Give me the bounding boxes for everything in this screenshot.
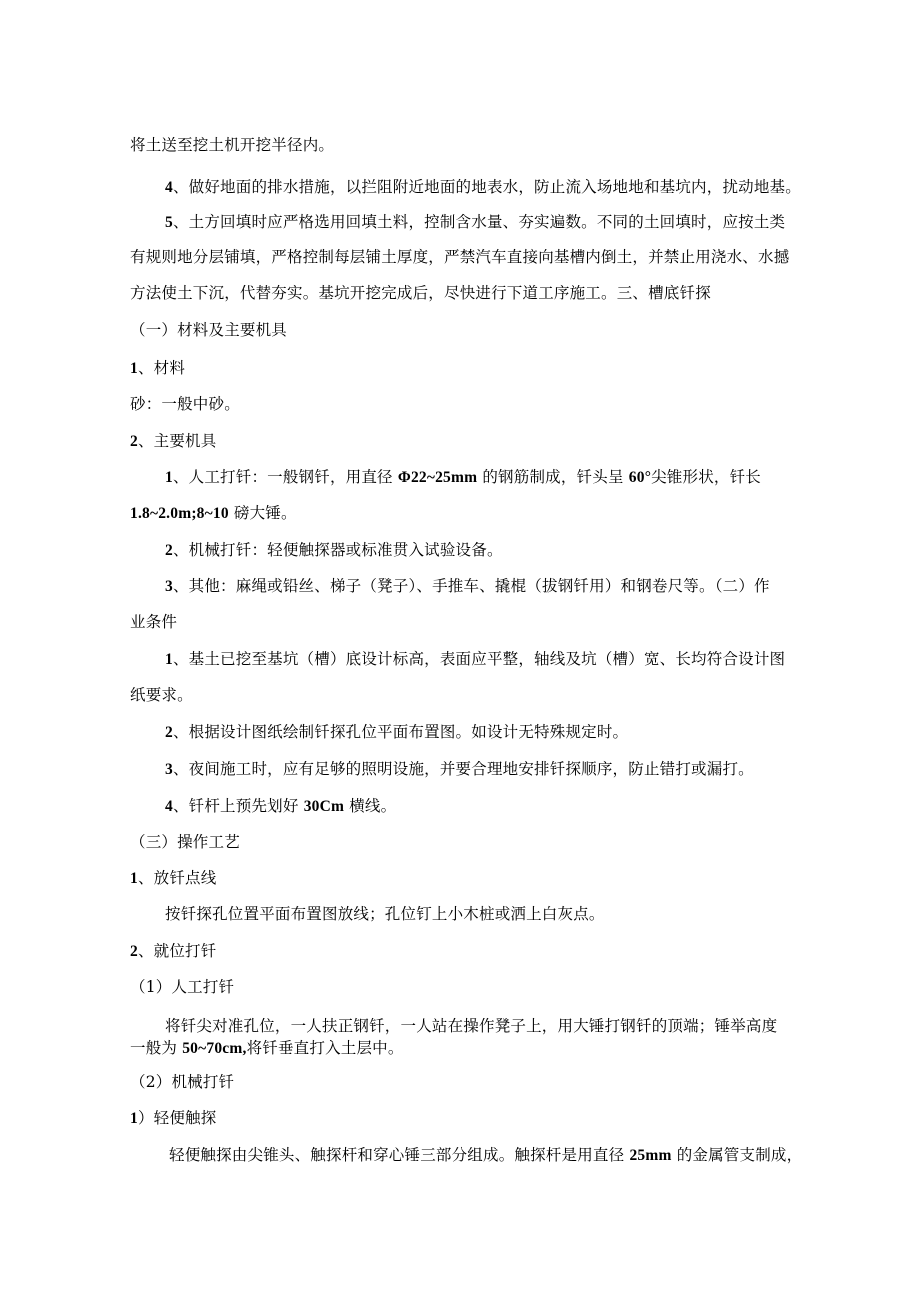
paragraph-line: 纸要求。 [130,686,193,704]
subheading: 1、材料 [130,359,186,377]
paragraph: 2、根据设计图纸绘制钎探孔位平面布置图。如设计无特殊规定时。 [165,723,629,741]
paragraph: 5、土方回填时应严格选用回填土料，控制含水量、夯实遍数。不同的土回填时，应按土类 [165,213,786,231]
paragraph: 3、夜间施工时，应有足够的照明设施，并要合理地安排钎探顺序，防止错打或漏打。 [165,760,754,778]
section-heading: （三）操作工艺 [130,833,240,851]
subheading: （2）机械打钎 [130,1073,235,1091]
subheading: 1）轻便触探 [130,1109,217,1127]
paragraph: 1、人工打钎：一般钢钎，用直径 Φ22~25mm 的钢筋制成，钎头呈 60°尖锥形状，钎长 [165,468,762,486]
paragraph: 2、机械打钎：轻便触探器或标准贯入试验设备。 [165,541,503,559]
paragraph-line: 业条件 [130,613,178,631]
subheading: 2、就位打钎 [130,942,217,960]
subheading: 1、放钎点线 [130,869,217,887]
paragraph: 砂：一般中砂。 [130,395,240,413]
paragraph-line: 一般为 50~70cm,将钎垂直打入土层中。 [130,1039,404,1057]
paragraph-line: 有规则地分层铺填，严格控制每层铺土厚度，严禁汽车直接向基槽内倒土，并禁止用浇水、水撼 [130,248,790,266]
subheading: （1）人工打钎 [130,978,235,996]
subheading: 2、主要机具 [130,432,217,450]
paragraph: 4、做好地面的排水措施，以拦阻附近地面的地表水，防止流入场地地和基坑内，扰动地基。 [165,178,801,196]
paragraph: 4、钎杆上预先划好 30Cm 横线。 [165,797,397,815]
paragraph-line: 方法使土下沉，代替夯实。基坑开挖完成后，尽快进行下道工序施工。三、槽底钎探 [130,284,711,302]
paragraph: 轻便触探由尖锥头、触探杆和穿心锤三部分组成。触探杆是用直径 25mm 的金属管支制成， [169,1146,803,1164]
paragraph: 3、其他：麻绳或铅丝、梯子（凳子）、手推车、撬棍（拔钢钎用）和钢卷尺等。（二）作 [165,577,770,595]
paragraph: 1、基土已挖至基坑（槽）底设计标高，表面应平整，轴线及坑（槽）宽、长均符合设计图 [165,650,786,668]
paragraph: 将钎尖对准孔位，一人扶正钢钎，一人站在操作凳子上，用大锤打钢钎的顶端；锤举高度 [165,1017,778,1035]
paragraph-line: 1.8~2.0m;8~10 磅大锤。 [130,504,297,522]
section-heading: （一）材料及主要机具 [130,321,288,339]
paragraph: 将土送至挖土机开挖半径内。 [130,136,335,154]
paragraph: 按钎探孔位置平面布置图放线；孔位钉上小木桩或洒上白灰点。 [165,905,605,923]
